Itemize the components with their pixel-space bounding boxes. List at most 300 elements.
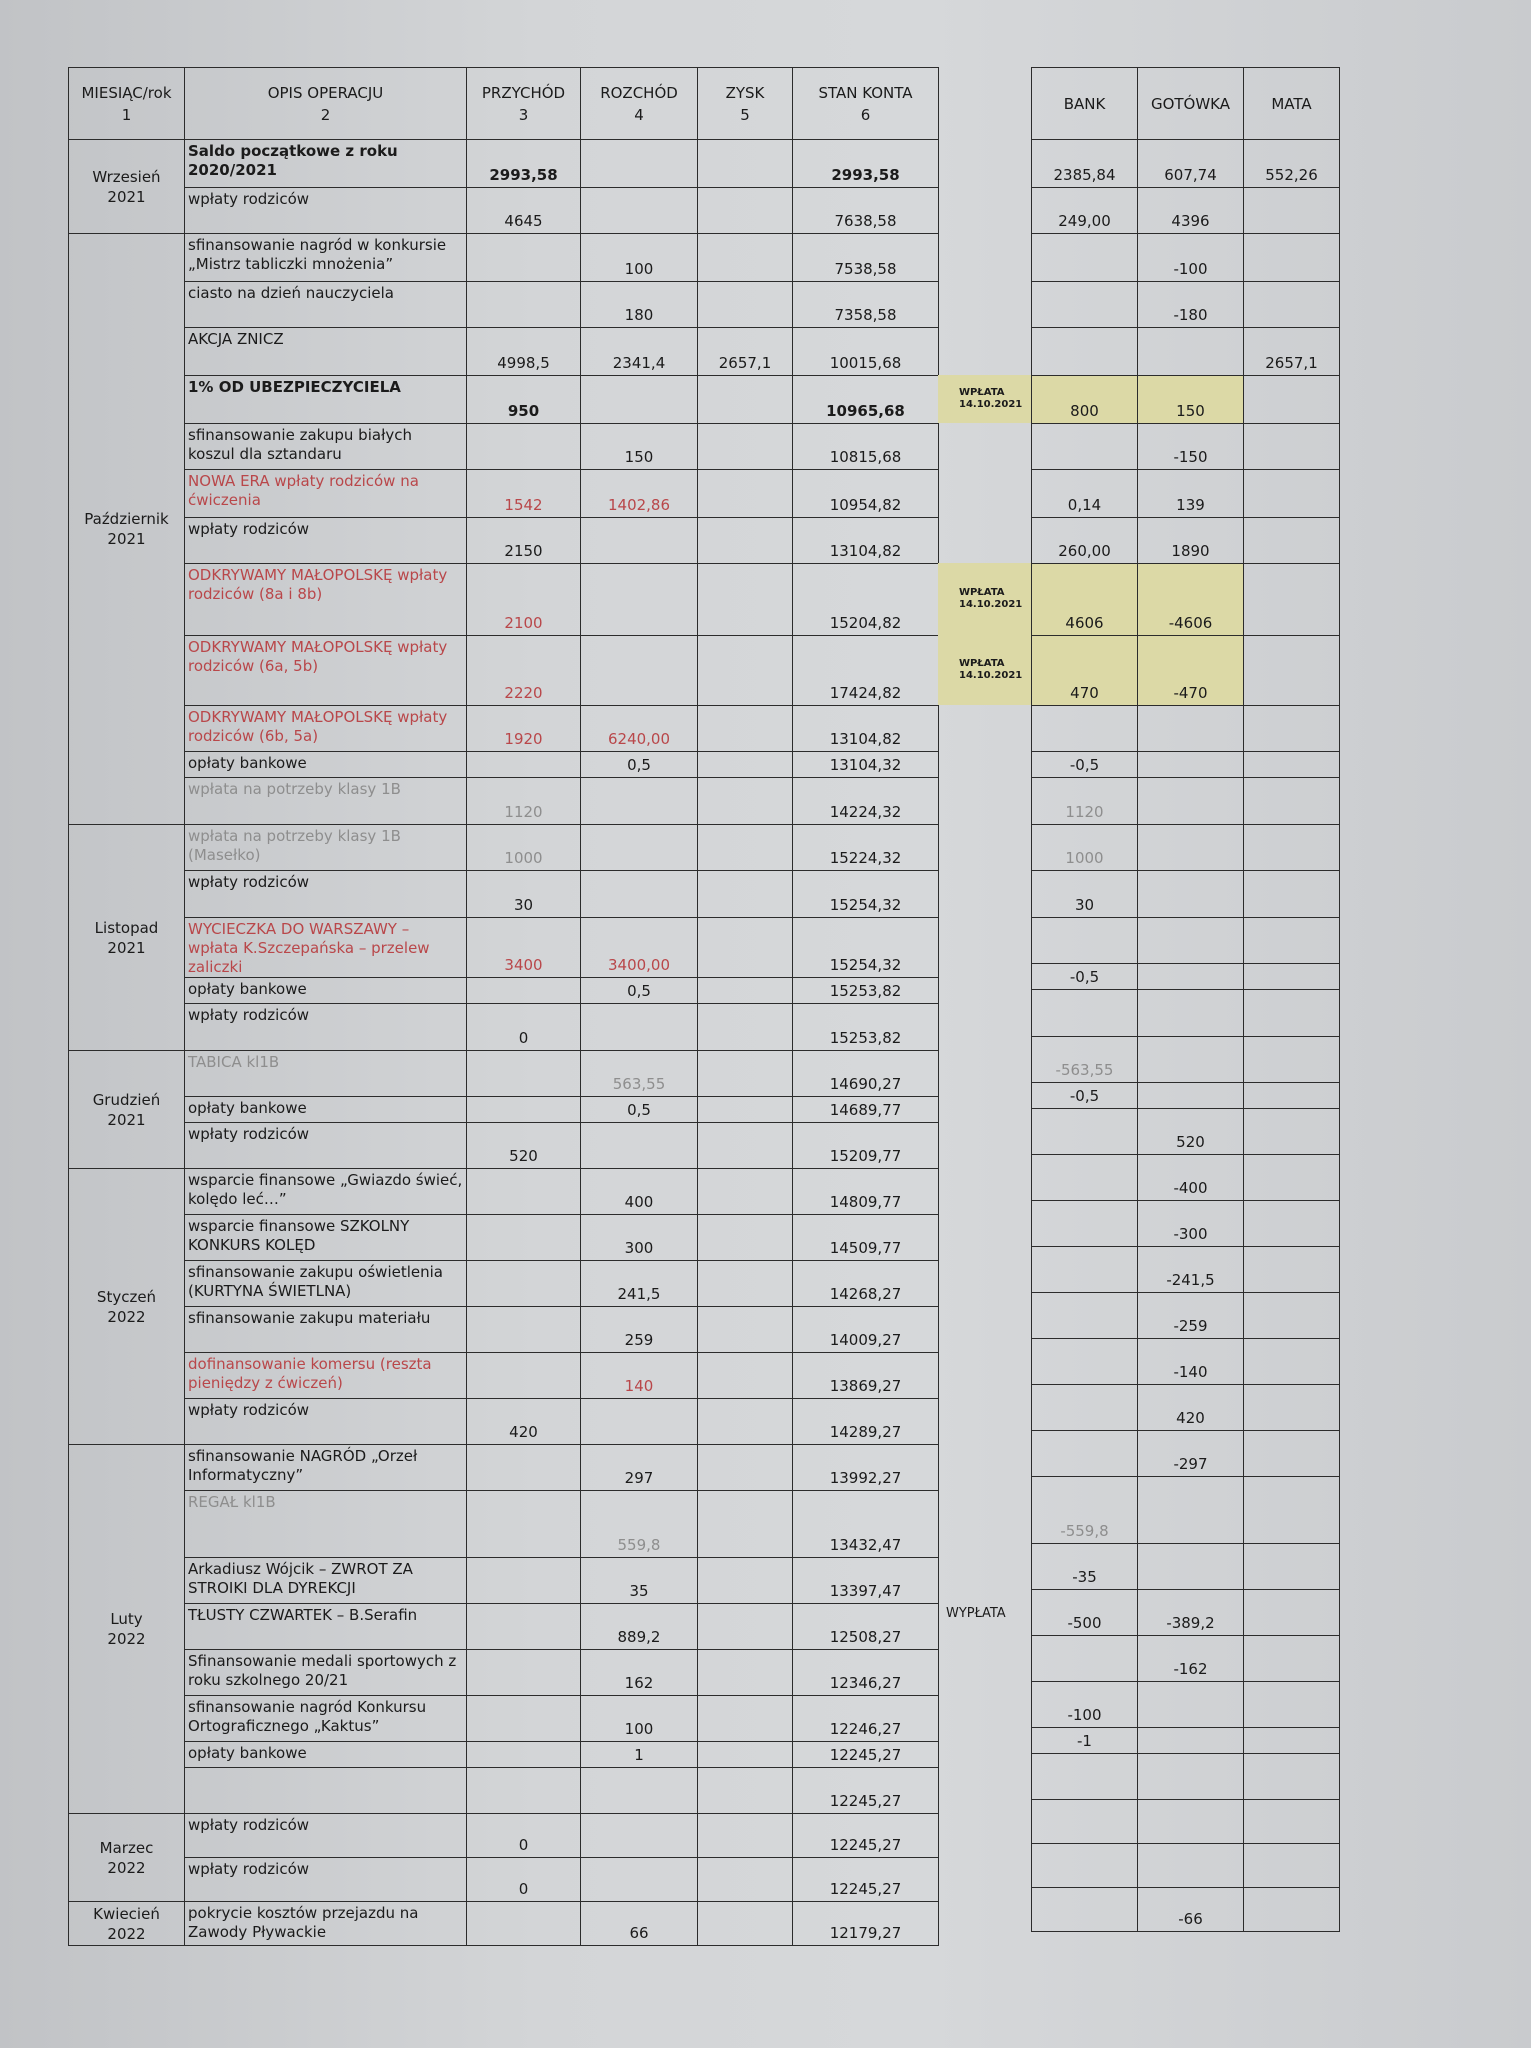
- table-row: [69, 1215, 939, 1261]
- expense-cell: 100: [581, 1696, 698, 1742]
- income-cell: 4645: [467, 188, 581, 234]
- balance-cell: 15224,32: [793, 825, 939, 871]
- cash-cell: [1138, 328, 1244, 376]
- cash-cell: -400: [1138, 1155, 1244, 1201]
- mata-cell: [1244, 1201, 1340, 1247]
- bank-cell: -100: [1032, 1682, 1138, 1728]
- table-row: [69, 1261, 939, 1307]
- expense-cell: [581, 1814, 698, 1858]
- expense-cell: 1402,86: [581, 470, 698, 518]
- cash-cell: -140: [1138, 1339, 1244, 1385]
- income-cell: [467, 282, 581, 328]
- bank-cell: [1032, 1800, 1138, 1844]
- mata-cell: [1244, 518, 1340, 564]
- balance-cell: 13869,27: [793, 1353, 939, 1399]
- balance-cell: 10815,68: [793, 424, 939, 470]
- side-row: [1032, 1293, 1340, 1339]
- mata-cell: [1244, 1109, 1340, 1155]
- table-row: [69, 636, 939, 706]
- income-cell: 1920: [467, 706, 581, 752]
- operation-description: wpłaty rodziców: [185, 1123, 467, 1169]
- side-row: [1032, 518, 1340, 564]
- cash-cell: [1138, 778, 1244, 825]
- cash-cell: [1138, 825, 1244, 871]
- cash-cell: [1138, 1544, 1244, 1590]
- bank-cell: [1032, 990, 1138, 1037]
- table-row: [69, 1604, 939, 1650]
- profit-cell: [698, 282, 793, 328]
- balance-cell: 13432,47: [793, 1491, 939, 1558]
- cash-cell: 420: [1138, 1385, 1244, 1431]
- table-row: [69, 328, 939, 376]
- ledger-table: [68, 67, 939, 1946]
- operation-description: dofinansowanie komersu (reszta pieniędzy z ćwiczeń): [185, 1353, 467, 1399]
- expense-cell: [581, 778, 698, 825]
- profit-cell: [698, 1650, 793, 1696]
- mata-cell: [1244, 1590, 1340, 1636]
- col-header-income: PRZYCHÓD 3: [467, 68, 581, 140]
- expense-cell: 0,5: [581, 1097, 698, 1123]
- profit-cell: [698, 1004, 793, 1051]
- expense-cell: 0,5: [581, 978, 698, 1004]
- operation-description: sfinansowanie zakupu oświetlenia (KURTYNA ŚWIETLNA): [185, 1261, 467, 1307]
- bank-cell: [1032, 706, 1138, 752]
- bank-cell: -559,8: [1032, 1477, 1138, 1544]
- expense-cell: [581, 636, 698, 706]
- bank-cell: [1032, 1155, 1138, 1201]
- bank-cell: [1032, 424, 1138, 470]
- income-cell: 420: [467, 1399, 581, 1445]
- col-header-balance: STAN KONTA 6: [793, 68, 939, 140]
- profit-cell: [698, 1558, 793, 1604]
- table-row: [69, 1858, 939, 1902]
- bank-cell: [1032, 918, 1138, 964]
- expense-cell: [581, 1858, 698, 1902]
- table-row: [69, 1768, 939, 1814]
- mata-cell: [1244, 376, 1340, 424]
- payment-note: WPŁATA 14.10.2021: [959, 387, 1023, 410]
- mata-cell: [1244, 1844, 1340, 1888]
- bank-cell: 249,00: [1032, 188, 1138, 234]
- profit-cell: [698, 470, 793, 518]
- bank-cell: 0,14: [1032, 470, 1138, 518]
- mata-cell: [1244, 1682, 1340, 1728]
- col-header-bank: BANK: [1032, 68, 1138, 140]
- expense-cell: 180: [581, 282, 698, 328]
- mata-cell: [1244, 706, 1340, 752]
- bank-cell: -0,5: [1032, 1083, 1138, 1109]
- income-cell: 0: [467, 1004, 581, 1051]
- cash-cell: [1138, 1754, 1244, 1800]
- operation-description: wpłaty rodziców: [185, 871, 467, 918]
- balance-cell: 15253,82: [793, 1004, 939, 1051]
- expense-cell: [581, 1123, 698, 1169]
- operation-description: sfinansowanie NAGRÓD „Orzeł Informatyczny”: [185, 1445, 467, 1491]
- table-row: [69, 282, 939, 328]
- balance-cell: 17424,82: [793, 636, 939, 706]
- bank-cell: [1032, 1201, 1138, 1247]
- operation-description: opłaty bankowe: [185, 752, 467, 778]
- operation-description: ciasto na dzień nauczyciela: [185, 282, 467, 328]
- side-row: [1032, 778, 1340, 825]
- operation-description: ODKRYWAMY MAŁOPOLSKĘ wpłaty rodziców (6b, 5a): [185, 706, 467, 752]
- operation-description: wpłaty rodziców: [185, 518, 467, 564]
- balance-cell: 7538,58: [793, 234, 939, 282]
- cash-cell: 520: [1138, 1109, 1244, 1155]
- expense-cell: 559,8: [581, 1491, 698, 1558]
- balance-cell: 12245,27: [793, 1814, 939, 1858]
- side-row: [1032, 1754, 1340, 1800]
- side-row: [1032, 1339, 1340, 1385]
- payment-note: WPŁATA 14.10.2021: [959, 587, 1023, 610]
- month-cell: Kwiecień 2022: [69, 1902, 185, 1946]
- profit-cell: [698, 825, 793, 871]
- income-cell: [467, 1696, 581, 1742]
- side-row: [1032, 1037, 1340, 1083]
- income-cell: [467, 1169, 581, 1215]
- income-cell: [467, 978, 581, 1004]
- profit-cell: [698, 778, 793, 825]
- mata-cell: [1244, 1385, 1340, 1431]
- side-row: [1032, 1682, 1340, 1728]
- table-row: [69, 188, 939, 234]
- operation-description: wpłata na potrzeby klasy 1B: [185, 778, 467, 825]
- income-cell: 1120: [467, 778, 581, 825]
- month-cell: Grudzień 2021: [69, 1051, 185, 1169]
- table-row: [69, 918, 939, 978]
- mata-cell: [1244, 636, 1340, 706]
- expense-cell: [581, 825, 698, 871]
- mata-cell: [1244, 918, 1340, 964]
- table-row: [69, 1307, 939, 1353]
- mata-cell: [1244, 1339, 1340, 1385]
- col-header-description: OPIS OPERACJU 2: [185, 68, 467, 140]
- bank-cell: 2385,84: [1032, 140, 1138, 188]
- income-cell: 0: [467, 1858, 581, 1902]
- profit-cell: [698, 1399, 793, 1445]
- col-header-cash: GOTÓWKA: [1138, 68, 1244, 140]
- bank-cell: -35: [1032, 1544, 1138, 1590]
- income-cell: [467, 1902, 581, 1946]
- side-row: [1032, 1083, 1340, 1109]
- col-header-profit: ZYSK 5: [698, 68, 793, 140]
- cash-cell: [1138, 706, 1244, 752]
- income-cell: [467, 1491, 581, 1558]
- mata-cell: [1244, 871, 1340, 918]
- mata-cell: [1244, 964, 1340, 990]
- bank-cell: [1032, 1247, 1138, 1293]
- balance-cell: 12508,27: [793, 1604, 939, 1650]
- profit-cell: [698, 1215, 793, 1261]
- profit-cell: [698, 1123, 793, 1169]
- mata-cell: [1244, 1431, 1340, 1477]
- operation-description: WYCIECZKA DO WARSZAWY – wpłata K.Szczepańska – przelew zaliczki: [185, 918, 467, 978]
- income-cell: [467, 1051, 581, 1097]
- mata-cell: [1244, 1037, 1340, 1083]
- income-cell: 1000: [467, 825, 581, 871]
- table-row: [69, 1123, 939, 1169]
- balance-cell: 14809,77: [793, 1169, 939, 1215]
- profit-cell: [698, 1307, 793, 1353]
- table-row: [69, 140, 939, 188]
- cash-cell: -297: [1138, 1431, 1244, 1477]
- balance-cell: 14509,77: [793, 1215, 939, 1261]
- balance-cell: 14690,27: [793, 1051, 939, 1097]
- payment-note: WPŁATA 14.10.2021: [959, 658, 1023, 681]
- profit-cell: [698, 752, 793, 778]
- bank-cell: 260,00: [1032, 518, 1138, 564]
- expense-cell: 297: [581, 1445, 698, 1491]
- income-cell: [467, 1558, 581, 1604]
- operation-description: pokrycie kosztów przejazdu na Zawody Pływackie: [185, 1902, 467, 1946]
- bank-cell: [1032, 1385, 1138, 1431]
- expense-cell: 6240,00: [581, 706, 698, 752]
- profit-cell: 2657,1: [698, 328, 793, 376]
- expense-cell: 400: [581, 1169, 698, 1215]
- balance-cell: 13104,32: [793, 752, 939, 778]
- table-row: [69, 1353, 939, 1399]
- cash-cell: [1138, 964, 1244, 990]
- balance-cell: 10954,82: [793, 470, 939, 518]
- balance-cell: 14689,77: [793, 1097, 939, 1123]
- expense-cell: 3400,00: [581, 918, 698, 978]
- operation-description: wpłaty rodziców: [185, 188, 467, 234]
- profit-cell: [698, 706, 793, 752]
- table-row: [69, 234, 939, 282]
- bank-cell: 470: [1032, 636, 1138, 706]
- profit-cell: [698, 1902, 793, 1946]
- cash-cell: 139: [1138, 470, 1244, 518]
- side-row: [1032, 1544, 1340, 1590]
- mata-cell: [1244, 234, 1340, 282]
- expense-cell: [581, 140, 698, 188]
- side-row: [1032, 424, 1340, 470]
- profit-cell: [698, 140, 793, 188]
- income-cell: [467, 424, 581, 470]
- mata-cell: [1244, 1293, 1340, 1339]
- operation-description: opłaty bankowe: [185, 1097, 467, 1123]
- balance-cell: 7638,58: [793, 188, 939, 234]
- mata-cell: [1244, 424, 1340, 470]
- cash-cell: -162: [1138, 1636, 1244, 1682]
- operation-description: [185, 1768, 467, 1814]
- operation-description: NOWA ERA wpłaty rodziców na ćwiczenia: [185, 470, 467, 518]
- table-row: [69, 1491, 939, 1558]
- bank-cell: [1032, 282, 1138, 328]
- month-cell: Marzec 2022: [69, 1814, 185, 1902]
- operation-description: sfinansowanie nagród Konkursu Ortograficznego „Kaktus”: [185, 1696, 467, 1742]
- expense-cell: 140: [581, 1353, 698, 1399]
- table-row: [69, 1169, 939, 1215]
- operation-description: sfinansowanie zakupu białych koszul dla sztandaru: [185, 424, 467, 470]
- table-row: [69, 564, 939, 636]
- cash-cell: -100: [1138, 234, 1244, 282]
- month-cell: Listopad 2021: [69, 825, 185, 1051]
- table-row: [69, 1558, 939, 1604]
- balance-cell: 13104,82: [793, 706, 939, 752]
- side-row: [1032, 1728, 1340, 1754]
- balance-cell: 7358,58: [793, 282, 939, 328]
- table-row: [69, 1004, 939, 1051]
- profit-cell: [698, 1261, 793, 1307]
- operation-description: Arkadiusz Wójcik – ZWROT ZA STROIKI DLA DYREKCJI: [185, 1558, 467, 1604]
- income-cell: [467, 234, 581, 282]
- cash-cell: -259: [1138, 1293, 1244, 1339]
- expense-cell: 2341,4: [581, 328, 698, 376]
- mata-cell: 552,26: [1244, 140, 1340, 188]
- expense-cell: 241,5: [581, 1261, 698, 1307]
- expense-cell: [581, 871, 698, 918]
- operation-description: wpłaty rodziców: [185, 1858, 467, 1902]
- bank-cell: [1032, 1636, 1138, 1682]
- cash-cell: -66: [1138, 1888, 1244, 1932]
- balance-cell: 2993,58: [793, 140, 939, 188]
- col-header-month: MIESIĄC/rok 1: [69, 68, 185, 140]
- table-row: [69, 424, 939, 470]
- cash-cell: -180: [1138, 282, 1244, 328]
- income-cell: 2100: [467, 564, 581, 636]
- cash-cell: -150: [1138, 424, 1244, 470]
- profit-cell: [698, 188, 793, 234]
- bank-cell: 4606: [1032, 564, 1138, 636]
- side-row: [1032, 1477, 1340, 1544]
- profit-cell: [698, 1051, 793, 1097]
- income-cell: 2150: [467, 518, 581, 564]
- income-cell: [467, 1768, 581, 1814]
- bank-cell: [1032, 1888, 1138, 1932]
- side-row: [1032, 752, 1340, 778]
- expense-cell: 66: [581, 1902, 698, 1946]
- side-row: [1032, 188, 1340, 234]
- bank-cell: [1032, 1754, 1138, 1800]
- operation-description: opłaty bankowe: [185, 1742, 467, 1768]
- income-cell: [467, 1604, 581, 1650]
- mata-cell: [1244, 1477, 1340, 1544]
- profit-cell: [698, 1768, 793, 1814]
- cash-cell: [1138, 1477, 1244, 1544]
- income-cell: 0: [467, 1814, 581, 1858]
- bank-cell: [1032, 1844, 1138, 1888]
- profit-cell: [698, 424, 793, 470]
- side-row: [1032, 825, 1340, 871]
- expense-cell: 259: [581, 1307, 698, 1353]
- balance-cell: 12245,27: [793, 1742, 939, 1768]
- expense-cell: [581, 188, 698, 234]
- income-cell: [467, 1650, 581, 1696]
- income-cell: 2993,58: [467, 140, 581, 188]
- profit-cell: [698, 1445, 793, 1491]
- balance-cell: 15209,77: [793, 1123, 939, 1169]
- bank-cell: 1120: [1032, 778, 1138, 825]
- side-header-row: [1032, 68, 1340, 140]
- month-cell: Październik 2021: [69, 234, 185, 825]
- balance-cell: 14289,27: [793, 1399, 939, 1445]
- cash-cell: 1890: [1138, 518, 1244, 564]
- cash-cell: [1138, 1844, 1244, 1888]
- side-row: [1032, 1844, 1340, 1888]
- operation-description: sfinansowanie zakupu materiału: [185, 1307, 467, 1353]
- income-cell: [467, 752, 581, 778]
- cash-cell: [1138, 1682, 1244, 1728]
- profit-cell: [698, 636, 793, 706]
- operation-description: wsparcie finansowe SZKOLNY KONKURS KOLĘD: [185, 1215, 467, 1261]
- mata-cell: [1244, 470, 1340, 518]
- operation-description: Sfinansowanie medali sportowych z roku szkolnego 20/21: [185, 1650, 467, 1696]
- operation-description: TŁUSTY CZWARTEK – B.Serafin: [185, 1604, 467, 1650]
- expense-cell: [581, 1768, 698, 1814]
- table-row: [69, 752, 939, 778]
- side-row: [1032, 1155, 1340, 1201]
- mata-cell: [1244, 1754, 1340, 1800]
- side-row: [1032, 1800, 1340, 1844]
- operation-description: wpłaty rodziców: [185, 1399, 467, 1445]
- expense-cell: 162: [581, 1650, 698, 1696]
- bank-cell: [1032, 328, 1138, 376]
- operation-description: REGAŁ kl1B: [185, 1491, 467, 1558]
- table-row: [69, 470, 939, 518]
- operation-description: sfinansowanie nagród w konkursie „Mistrz tabliczki mnożenia”: [185, 234, 467, 282]
- table-row: [69, 1814, 939, 1858]
- mata-cell: 2657,1: [1244, 328, 1340, 376]
- operation-description: TABICA kl1B: [185, 1051, 467, 1097]
- cash-cell: 150: [1138, 376, 1244, 424]
- balance-cell: 12246,27: [793, 1696, 939, 1742]
- balance-cell: 15204,82: [793, 564, 939, 636]
- balance-cell: 12245,27: [793, 1768, 939, 1814]
- bank-cell: [1032, 234, 1138, 282]
- balance-cell: 12179,27: [793, 1902, 939, 1946]
- bank-cell: [1032, 1431, 1138, 1477]
- balance-cell: 12346,27: [793, 1650, 939, 1696]
- side-row: [1032, 234, 1340, 282]
- table-row: [69, 518, 939, 564]
- operation-description: 1% OD UBEZPIECZYCIELA: [185, 376, 467, 424]
- account-split-table: [1031, 67, 1340, 1932]
- cash-cell: 607,74: [1138, 140, 1244, 188]
- profit-cell: [698, 871, 793, 918]
- cash-cell: -300: [1138, 1201, 1244, 1247]
- month-cell: Styczeń 2022: [69, 1169, 185, 1445]
- month-cell: Luty 2022: [69, 1445, 185, 1814]
- side-row: [1032, 470, 1340, 518]
- table-row: [69, 1445, 939, 1491]
- header-row: [69, 68, 939, 140]
- operation-description: opłaty bankowe: [185, 978, 467, 1004]
- profit-cell: [698, 564, 793, 636]
- balance-cell: 13397,47: [793, 1558, 939, 1604]
- side-row: [1032, 1385, 1340, 1431]
- bank-cell: -0,5: [1032, 964, 1138, 990]
- cash-cell: -470: [1138, 636, 1244, 706]
- bank-cell: -500: [1032, 1590, 1138, 1636]
- table-row: [69, 1051, 939, 1097]
- table-row: [69, 376, 939, 424]
- cash-cell: -241,5: [1138, 1247, 1244, 1293]
- bank-cell: 1000: [1032, 825, 1138, 871]
- expense-cell: 35: [581, 1558, 698, 1604]
- side-row: [1032, 282, 1340, 328]
- side-row: [1032, 1431, 1340, 1477]
- table-row: [69, 1097, 939, 1123]
- mata-cell: [1244, 1083, 1340, 1109]
- cash-cell: [1138, 1800, 1244, 1844]
- income-cell: [467, 1353, 581, 1399]
- profit-cell: [698, 234, 793, 282]
- expense-cell: [581, 1399, 698, 1445]
- table-row: [69, 978, 939, 1004]
- table-row: [69, 1742, 939, 1768]
- side-row: [1032, 1636, 1340, 1682]
